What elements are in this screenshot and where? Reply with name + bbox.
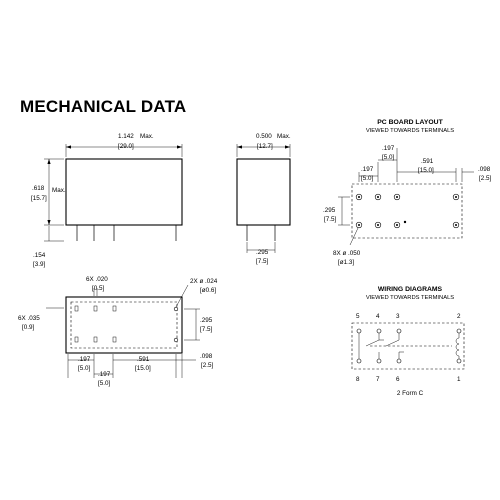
pitch-value: .197 bbox=[98, 371, 111, 378]
pcb-d1-value: .197 bbox=[382, 145, 395, 152]
pcb-d5-mm: [7.5] bbox=[324, 216, 337, 223]
relay-body-bottom bbox=[66, 297, 182, 353]
side-width-value: 0.500 bbox=[256, 133, 272, 140]
pin-width-value: 6X .020 bbox=[86, 276, 108, 283]
height-value: .618 bbox=[32, 185, 45, 192]
pin-label-7: 7 bbox=[376, 376, 380, 383]
pcb-d4-value: .098 bbox=[478, 166, 491, 173]
coil-symbol bbox=[456, 333, 459, 359]
pcb-holes-mm: [ø1.3] bbox=[338, 259, 355, 266]
switch-contacts bbox=[359, 333, 452, 359]
pcb-holes-value: 8X ø .050 bbox=[333, 250, 361, 257]
coil-pin-mm: [ø0.6] bbox=[200, 287, 217, 294]
pcb-layout-heading: PC BOARD LAYOUT bbox=[377, 119, 443, 126]
relay-body-front bbox=[66, 159, 182, 225]
coil-pin-value: 2X ø .024 bbox=[190, 278, 218, 285]
pcb-d2-mm: [5.0] bbox=[361, 175, 374, 182]
wiring-subheading: VIEWED TOWARDS TERMINALS bbox=[365, 295, 455, 301]
wiring-caption: 2 Form C bbox=[396, 390, 424, 397]
row-pitch-mm: [7.5] bbox=[200, 326, 213, 333]
pin-length-value: .154 bbox=[33, 252, 46, 259]
pin-label-3: 3 bbox=[396, 313, 400, 320]
pin-label-5: 5 bbox=[356, 313, 360, 320]
wiring-heading: WIRING DIAGRAMS bbox=[377, 286, 443, 293]
span-value: .591 bbox=[137, 356, 150, 363]
pcb-d4-mm: [2.5] bbox=[479, 175, 492, 182]
pin-label-2: 2 bbox=[457, 313, 461, 320]
pcb-d3-mm: [15.0] bbox=[418, 167, 434, 174]
coil-space-mm: [2.5] bbox=[201, 362, 214, 369]
pcb-outline bbox=[352, 184, 462, 238]
pin-label-1: 1 bbox=[457, 376, 461, 383]
bottom-view bbox=[18, 276, 218, 387]
side-width-unit: Max. bbox=[277, 133, 291, 140]
pcb-d1-mm: [5.0] bbox=[382, 154, 395, 161]
pin-thickness-mm: [0.9] bbox=[22, 324, 35, 331]
width-value: 1.142 bbox=[118, 133, 134, 140]
span-mm: [15.0] bbox=[135, 365, 151, 372]
wiring-diagram bbox=[352, 286, 464, 397]
relay-body-side bbox=[237, 159, 290, 225]
side-pin-spacing-mm: [7.5] bbox=[256, 258, 269, 265]
height-mm: [15.7] bbox=[31, 195, 47, 202]
pin-thickness-value: 6X .035 bbox=[18, 315, 40, 322]
coil-space-value: .098 bbox=[200, 353, 213, 360]
page-title: MECHANICAL DATA bbox=[20, 97, 187, 116]
pin-length-mm: [3.9] bbox=[33, 261, 46, 268]
width-unit: Max. bbox=[140, 133, 154, 140]
width-mm: [29.0] bbox=[118, 143, 134, 150]
height-unit: Max. bbox=[52, 187, 66, 194]
side-view bbox=[237, 133, 291, 265]
pcb-holes bbox=[356, 194, 459, 228]
end-space-mm: [5.0] bbox=[78, 365, 91, 372]
pitch-mm: [5.0] bbox=[98, 380, 111, 387]
wiring-terminals bbox=[357, 329, 461, 363]
pcb-layout-subheading: VIEWED TOWARDS TERMINALS bbox=[365, 128, 455, 134]
side-pin-spacing-value: .295 bbox=[256, 249, 269, 256]
front-view bbox=[31, 133, 182, 268]
pin-width-mm: [0.5] bbox=[92, 285, 105, 292]
pcb-d3-value: .591 bbox=[421, 158, 434, 165]
pin-label-8: 8 bbox=[356, 376, 360, 383]
end-space-value: .197 bbox=[78, 356, 91, 363]
pcb-d2-value: .197 bbox=[361, 166, 374, 173]
pcb-d5-value: .295 bbox=[323, 207, 336, 214]
pcb-layout bbox=[323, 119, 492, 266]
side-width-mm: [12.7] bbox=[257, 143, 273, 150]
pin-label-4: 4 bbox=[376, 313, 380, 320]
row-pitch-value: .295 bbox=[200, 317, 213, 324]
pin-label-6: 6 bbox=[396, 376, 400, 383]
